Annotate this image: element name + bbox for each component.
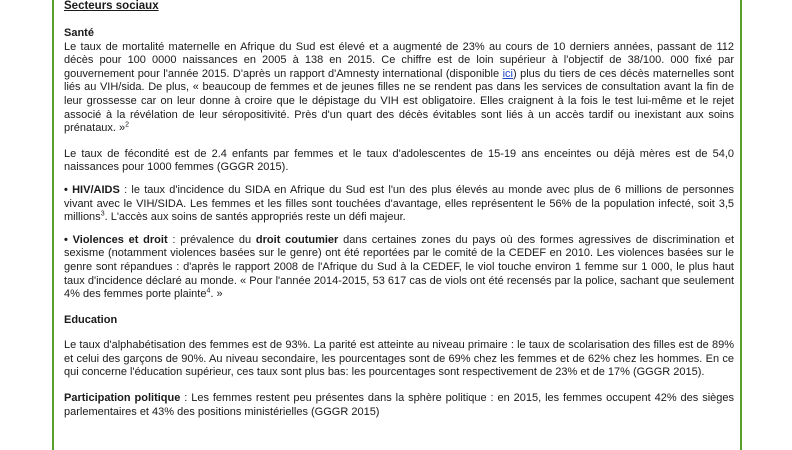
hiv-label: • HIV/AIDS: [64, 183, 120, 196]
violences-paragraph: [64, 234, 734, 302]
violences-text-a: : prévalence du: [167, 233, 256, 246]
violences-text-c: . »: [210, 288, 223, 301]
politique-text: : Les femmes restent peu présentes dans la sphère politique : en 2015, les femmes occupent 42% des sièges parlementaires et 43% des positions ministérielles (GGGR 2015): [64, 392, 734, 418]
education-heading: Education: [64, 313, 118, 326]
politique-label: Participation politique: [64, 392, 181, 405]
document-content: [64, 0, 734, 419]
education-paragraph: Le taux d'alphabétisation des femmes est de 93%. La parité est atteinte au niveau primaire : le taux de scolarisation des filles est de 89% et celui des garçons de 90%. Au niveau secondaire, les pourcentages sont de 69% chez les femmes et de 62% chez les hommes. En ce qui concerne l'éducation supérieur, ces taux sont plus bas: les pourcentages sont respectivement de 23% et de 17% (GGGR 2015).: [64, 339, 734, 379]
sante-heading: Santé: [64, 27, 94, 39]
sante-p1-text-a: Le taux de mortalité maternelle en Afrique du Sud est élevé et a augmenté de 23% au cours de 10 derniers années, passant de 112 décès pour 100 0000 naissances en 2005 à 138 en 2015. Ce chiffre est de loin supérieur à l'objectif de 38/100. 000 fixé par gouvernement pour l'année 2015. D'après un rapport d'Amnesty international (disponible: [64, 40, 734, 80]
footnote-ref-4[interactable]: 4: [206, 287, 211, 295]
droit-coutumier-term: droit coutumier: [255, 233, 339, 246]
ici-link[interactable]: ici: [502, 67, 513, 80]
sante-paragraph-2: Le taux de fécondité est de 2.4 enfants par femmes et le taux d'adolescentes de 15-19 ans enceintes ou déjà mères est de 54,0 naissances pour 1000 femmes (GGGR 2015).: [64, 147, 734, 174]
footnote-ref-3[interactable]: 3: [100, 210, 105, 218]
sante-p1-text-b: ) plus du tiers de ces décès maternelles sont liés au VIH/sida. De plus, « beaucoup de femmes et de jeunes filles ne se rendent pas dans les services de consultation avant la fin de leur grossesse car on leur donne à croire que le dépistage du VIH est obligatoire. Elles craignent à la fois le test lui-même et le rejet associé à la révélation de leur séropositivité. Près d'un quart des décès évitables sont liés à un accès tardif ou inexistant aux soins prénataux. »: [64, 67, 734, 135]
violences-label: • Violences et droit: [64, 233, 168, 246]
hiv-paragraph: [64, 184, 734, 225]
violences-text-b: dans certaines zones du pays où des formes agressives de discrimination et sexisme (notamment violences basées sur le genre) ont été reportées par le comité de la CEDEF en 2010. Les violences basées sur le genre sont répandues : d'après le rapport 2008 de l'Afrique du Sud à la CEDEF, le viol touche environ 1 femme sur 1 000, le plus haut taux d'incidence déclaré au monde. « Pour l'année 2014-2015, 53 617 cas de viols ont été recensés par la police, sachant que seulement 4% des femmes porte plainte: [64, 233, 735, 301]
section-title: Secteurs sociaux: [64, 0, 159, 12]
hiv-text-a: : le taux d'incidence du SIDA en Afrique du Sud est l'un des plus élevés au monde avec plus de 6 millions de personnes vivant avec le VIH/SIDA. Les femmes et les filles sont touchées d'avantage, elles représentent le 56% de la population infecté, soit 3,5 millions: [64, 183, 734, 224]
hiv-text-b: . L'accès aux soins de santés appropriés reste un défi majeur.: [104, 211, 406, 224]
footnote-ref-2[interactable]: 2: [125, 121, 130, 129]
politique-paragraph: [64, 392, 734, 419]
sante-paragraph-1: [64, 41, 734, 136]
